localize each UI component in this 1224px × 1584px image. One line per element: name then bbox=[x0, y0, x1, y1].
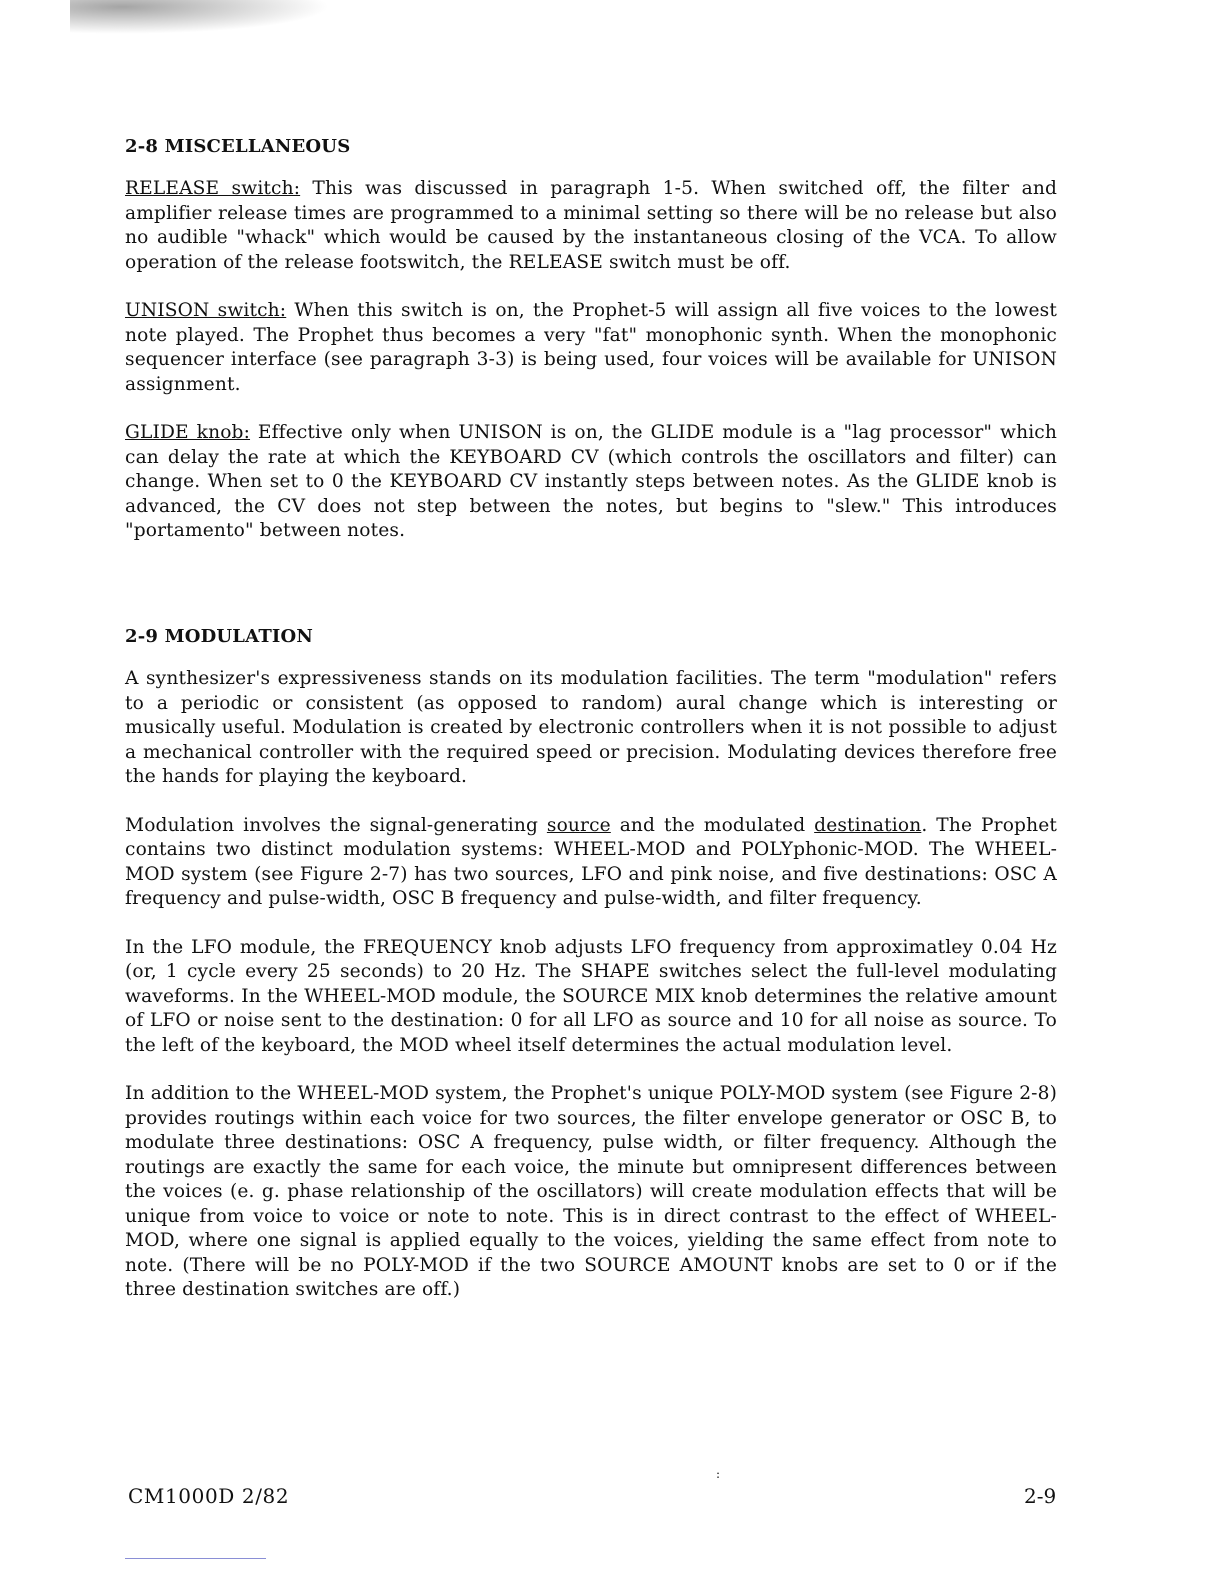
modulation-systems-text-b: and the modulated bbox=[610, 814, 815, 836]
paragraph-unison-switch bbox=[125, 299, 1057, 397]
term-release-switch: RELEASE switch: bbox=[125, 178, 301, 199]
footer-page-number: 2-9 bbox=[1024, 1484, 1057, 1508]
term-glide-knob: GLIDE knob: bbox=[125, 422, 251, 443]
paragraph-lfo-module: In the LFO module, the FREQUENCY knob adjusts LFO frequency from approximatley 0.04 Hz (or, 1 cycle every 25 seconds) to 20 Hz. The SHAPE switches select the full-level modulating waveforms. In the WHEEL-MOD module, the SOURCE MIX knob determines the relative amount of LFO or noise sent to the destination: 0 for all LFO as source and 10 for all noise as source. To the left of the keyboard, the MOD wheel itself determines the actual modulation level. bbox=[125, 936, 1057, 1056]
stray-mark: : bbox=[716, 1467, 721, 1481]
section-modulation bbox=[125, 626, 1057, 1303]
section-heading-miscellaneous: 2-8 MISCELLANEOUS bbox=[125, 136, 351, 157]
footer-doc-code: CM1000D 2/82 bbox=[128, 1484, 290, 1508]
term-destination: destination bbox=[814, 814, 922, 836]
glide-knob-text: Effective only when UNISON is on, the GLIDE module is a "lag processor" which can delay the rate at which the KEYBOARD CV (which controls the oscillators and filter) can change. When set to 0 the KEYBOARD CV instantly steps between notes. As the GLIDE knob is advanced, the CV does not step between the notes, but begins to "slew." This introduces "portamento" between notes. bbox=[125, 422, 1057, 541]
section-heading-modulation: 2-9 MODULATION bbox=[125, 626, 314, 647]
modulation-systems-text-c: . The Prophet contains two distinct modulation systems: WHEEL-MOD and POLYphonic-MOD. The WHEEL-MOD system (see Figure 2-7) has two sources, LFO and pink noise, and five destinations: OSC A frequency and pulse-width, OSC B frequency and pulse-width, and filter frequency. bbox=[125, 814, 1057, 909]
paragraph-modulation-systems bbox=[125, 814, 1057, 912]
term-source: source bbox=[546, 814, 611, 836]
section-miscellaneous bbox=[125, 136, 1057, 544]
modulation-systems-text-a: Modulation involves the signal-generating bbox=[125, 814, 547, 836]
unison-switch-text: When this switch is on, the Prophet-5 will assign all five voices to the lowest note played. The Prophet thus becomes a very "fat" monophonic synth. When the monophonic sequencer interface (see paragraph 3-3) is being used, four voices will be available for UNISON assignment. bbox=[125, 300, 1058, 395]
paragraph-release-switch bbox=[125, 177, 1057, 275]
paragraph-modulation-intro: A synthesizer's expressiveness stands on its modulation facilities. The term "modulation" refers to a periodic or consistent (as opposed to random) aural change which is interesting or musically useful. Modulation is created by electronic controllers when it is not possible to adjust a mechanical controller with the required speed or precision. Modulating devices therefore free the hands for playing the keyboard. bbox=[125, 668, 1057, 787]
bottom-rule bbox=[125, 1558, 266, 1559]
scan-artifact bbox=[70, 0, 330, 34]
term-unison-switch: UNISON switch: bbox=[125, 300, 287, 321]
paragraph-poly-mod: In addition to the WHEEL-MOD system, the Prophet's unique POLY-MOD system (see Figure 2-8) provides routings within each voice for two sources, the filter envelope generator or OSC B, to modulate three destinations: OSC A frequency, pulse width, or filter frequency. Although the routings are exactly the same for each voice, the minute but omnipresent differences between the voices (e. g. phase relationship of the oscillators) will create modulation effects that will be unique from voice to voice or note to note. This is in direct contrast to the effect of WHEEL-MOD, where one signal is applied equally to the voices, yielding the same effect from note to note. (There will be no POLY-MOD if the two SOURCE AMOUNT knobs are set to 0 or if the three destination switches are off.) bbox=[125, 1083, 1057, 1300]
paragraph-glide-knob bbox=[125, 421, 1057, 544]
release-switch-text: This was discussed in paragraph 1-5. When switched off, the filter and amplifier release times are programmed to a minimal setting so there will be no release but also no audible "whack" which would be caused by the instantaneous closing of the VCA. To allow operation of the release footswitch, the RELEASE switch must be off. bbox=[125, 178, 1057, 273]
